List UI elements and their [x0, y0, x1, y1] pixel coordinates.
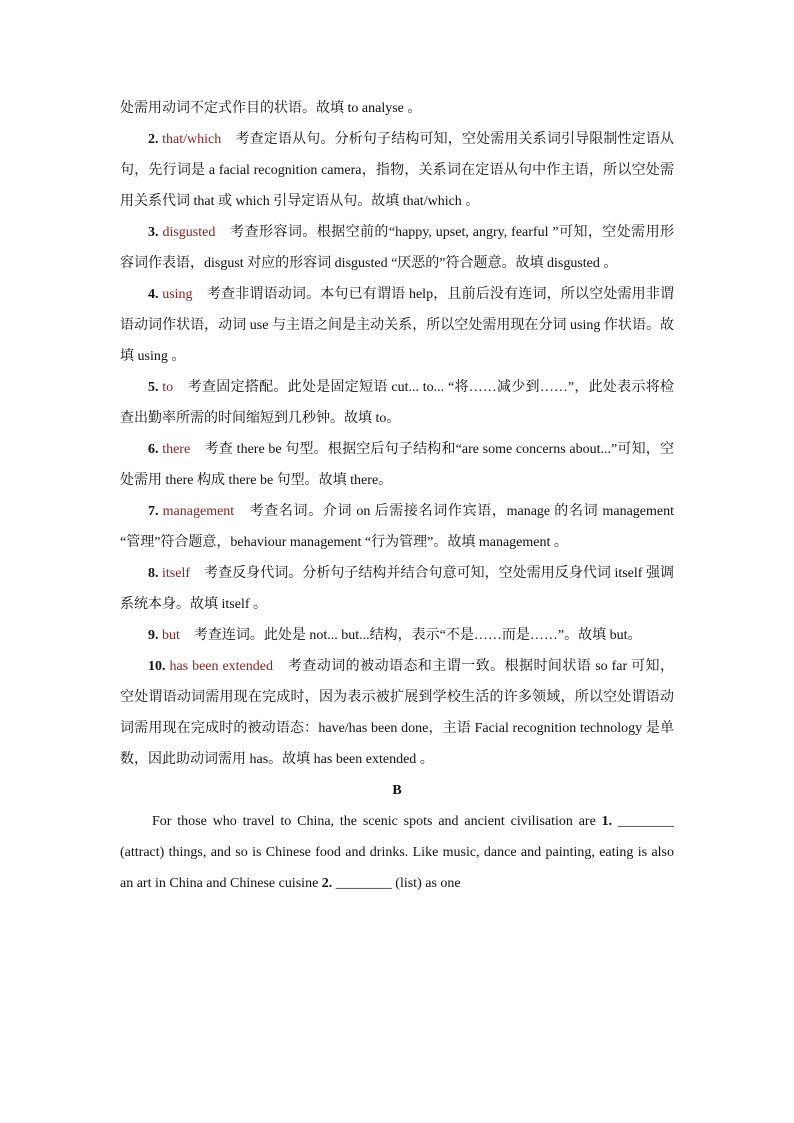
answer-explanation-6	[120, 434, 674, 496]
answer-explanation-3	[120, 217, 674, 279]
item-number: 8.	[148, 566, 159, 581]
answer-explanation-2	[120, 124, 674, 217]
explanation-text: 考查形容词。根据空前的“happy, upset, angry, fearful ”可知，空处需用形容词作表语，disgust 对应的形容词 disgusted “厌恶的”符合题意。故填 disgusted 。	[120, 225, 675, 271]
answer-text: has been extended	[169, 659, 273, 674]
explanation-text: 处需用动词不定式作目的状语。故填 to analyse 。	[120, 101, 422, 116]
explanation-text: 考查动词的被动语态和主谓一致。根据时间状语 so far 可知，空处谓语动词需用现在完成时，因为表示被扩展到学校生活的许多领域，所以空处谓语动词需用现在完成时的被动语态：have/has been done，主语 Facial recognition technology 是单数，因此助动词需用 has。故填 has been extended 。	[120, 659, 675, 767]
answer-text: management	[162, 504, 235, 519]
blank-line: ________	[618, 814, 675, 829]
answer-text: disgusted	[162, 225, 216, 240]
item-number: 2.	[148, 132, 159, 147]
item-number: 10.	[148, 659, 166, 674]
section-heading: B	[392, 783, 402, 798]
explanation-text: 考查 there be 句型。根据空后句子结构和“are some concerns about...”可知，空处需用 there 构成 there be 句型。故填 there。	[120, 442, 674, 488]
answer-text: but	[162, 628, 180, 643]
answer-text: there	[162, 442, 191, 457]
item-number: 9.	[148, 628, 159, 643]
answer-explanation-5	[120, 372, 674, 434]
answer-text: using	[162, 287, 193, 302]
passage-text: (list) as one	[391, 876, 461, 891]
passage-paragraph	[120, 806, 674, 899]
answer-explanation-1-continued	[120, 93, 674, 124]
blank-number: 1.	[601, 814, 613, 829]
answer-explanation-4	[120, 279, 674, 372]
blank-number: 2.	[321, 876, 333, 891]
answer-text: itself	[162, 566, 191, 581]
explanation-text: 考查名词。介词 on 后需接名词作宾语，manage 的名词 management “管理”符合题意，behaviour management “行为管理”。故填 management 。	[120, 504, 674, 550]
item-number: 6.	[148, 442, 159, 457]
passage-text: For those who travel to China, the scenic spots and ancient civilisation are	[152, 814, 602, 829]
explanation-text: 考查定语从句。分析句子结构可知，空处需用关系词引导限制性定语从句，先行词是 a facial recognition camera，指物，关系词在定语从句中作主语，所以空处需用关系代词 that 或 which 引导定语从句。故填 that/which 。	[120, 132, 675, 209]
item-number: 3.	[148, 225, 159, 240]
document-page	[120, 93, 674, 899]
explanation-text: 考查非谓语动词。本句已有谓语 help，且前后没有连词，所以空处需用非谓语动词作状语，动词 use 与主语之间是主动关系，所以空处需用现在分词 using 作状语。故填 using 。	[120, 287, 675, 364]
blank-line: ________	[335, 876, 392, 891]
answer-explanation-7	[120, 496, 674, 558]
explanation-text: 考查反身代词。分析句子结构并结合句意可知，空处需用反身代词 itself 强调系统本身。故填 itself 。	[120, 566, 674, 612]
item-number: 4.	[148, 287, 159, 302]
item-number: 5.	[148, 380, 159, 395]
answer-explanation-8	[120, 558, 674, 620]
explanation-text: 考查固定搭配。此处是固定短语 cut... to... “将……减少到……”，此处表示将检查出勤率所需的时间缩短到几秒钟。故填 to。	[120, 380, 675, 426]
answer-explanation-10	[120, 651, 674, 775]
item-number: 7.	[148, 504, 159, 519]
explanation-text: 考查连词。此处是 not... but...结构，表示“不是……而是……”。故填 but。	[179, 628, 642, 643]
answer-explanation-9	[120, 620, 674, 651]
passage-text: (attract) things, and so is Chinese food and drinks. Like music, dance and painting, eating is also an art in China and Chinese cuisine	[120, 845, 674, 891]
answer-text: to	[162, 380, 174, 395]
answer-text: that/which	[162, 132, 222, 147]
